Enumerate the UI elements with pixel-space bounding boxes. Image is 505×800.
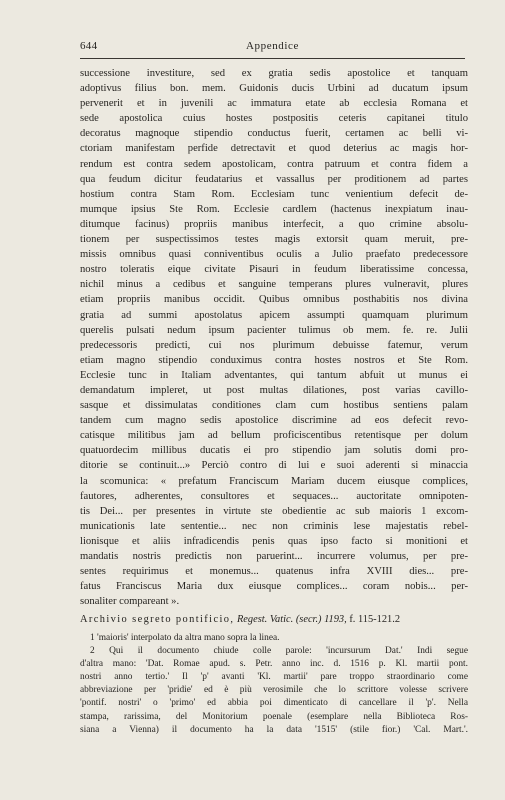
text-line: adoptivus filius bon. mem. Guidonis ducis Urbini ad ducatum ipsum — [80, 83, 468, 95]
register-ref: Regest. Vatic. — [236, 614, 294, 626]
footnote-line: nostri anno tertio.' Il 'p' avanti 'Kl. martii' pare troppo straordinario come — [80, 672, 468, 683]
text-line: tandem cum magno sedis apostolice discrimine ad eos defecit revo- — [80, 415, 468, 427]
text-line: missis omnibus quasi conniventibus oculis a Julio praefato predecessore — [80, 249, 468, 261]
text-line: querelis pulsati nedum ipsum pacienter tulimus ob mem. fe. re. Julii — [80, 324, 468, 336]
footnote-line: 1 'maioris' interpolato da altra mano sopra la linea. — [90, 633, 280, 643]
footnote-line: siana a Vienna) il documento ha la data '1515' (stile fior.) 'Cal. Mart.'. — [80, 724, 468, 735]
text-line: demandatum impleret, ut post multas dilationes, post varias cavillo- — [80, 384, 468, 396]
running-header — [80, 40, 465, 58]
text-line: tis Dei... per presentes in virtute ste obedientie ac sub maioris 1 excom- — [80, 505, 468, 517]
text-line: sasque et dissimulatas conditiones clam cum hostibus sentiens palam — [80, 400, 468, 412]
header-rule — [80, 58, 465, 59]
footnote-line: d'altra mano: 'Dat. Romae apud. s. Petr. anno inc. d. 1516 p. Kl. martii pont. — [80, 659, 468, 670]
footnote-line: stampa, rarissima, del Monitorium poenale (esemplare nella Biblioteca Ros- — [80, 711, 468, 722]
text-line: etiam magno stipendio conduximus contra hostes nostros et Ste Rom. — [80, 354, 468, 366]
text-line: rendum est contra sedem apostolicam, contra patruum et contra fidem a — [80, 158, 468, 170]
text-line: ditorie se continuit...» Perciò contro di lui e suoi aderenti si minaccia — [80, 460, 468, 472]
footnote-line: 2 Qui il documento chiude colle parole: 'incursurum Dat.' Indi segue — [90, 646, 468, 657]
archive-name: Archivio segreto pontificio, — [80, 614, 235, 626]
text-line: catisque militibus jam ad bellum proficiscentibus retentisque per dolum — [80, 430, 468, 442]
text-line: nostro toleratis eique civitate Pisauri in feudum liberatissime concessa, — [80, 264, 468, 276]
text-line: hostium contra Stam Rom. Ecclesiam tunc venientium defecit de- — [80, 188, 468, 200]
text-line: pervenerit et in juvenili ac immatura etate ab ecclesia Romana et — [80, 98, 468, 110]
text-line: municationis late sententie... nec non criminis lese majestatis rebel- — [80, 520, 468, 532]
footnote-line: abbreviazione per 'pridie' ed è più verosimile che lo scrittore volesse scrivere — [80, 685, 468, 696]
text-line: gratia ad summi apostolatus apicem assumpti quamquam plurimum — [80, 309, 468, 321]
text-line: sede apostolica cuius hostes postpositis ceteris capitanei titulo — [80, 113, 468, 125]
text-line: Ecclesie tunc in Italiam adventantes, qui tantum abfuit ut munus ei — [80, 369, 468, 381]
text-line: sonaliter compareant ». — [80, 596, 180, 608]
text-line: fatus Franciscus Maria dux eiusque complices... coram nobis... per- — [80, 581, 468, 593]
register-section: (secr.) 1193, — [295, 614, 347, 626]
text-line: ditumque facinus) propriis manibus interfecit, a quo crimine absolu- — [80, 218, 468, 230]
text-line: qua feudum dicitur feudatarius et vassallus per proditionem ad partes — [80, 173, 468, 185]
footnotes — [80, 632, 468, 737]
text-line: successione investiture, sed ex gratia sedis apostolice et tanquam — [80, 68, 468, 79]
page-number: 644 — [80, 40, 98, 52]
main-text — [80, 66, 468, 627]
text-line: decoratus magnoque stipendio conductus fuerit, certamen ac belli vi- — [80, 128, 468, 140]
running-title: Appendice — [245, 40, 300, 52]
text-line: etiam propriis manibus occidit. Quibus omnibus posthabitis nos divina — [80, 294, 468, 306]
text-line: nichil minus a cedibus et sanguine temperans plures vulneravit, plures — [80, 279, 468, 291]
folio-ref: f. 115-121.2 — [349, 614, 401, 626]
text-line: mumque ipsius Ste Rom. Ecclesie cardlem (hactenus inexpiatum inau- — [80, 203, 468, 215]
text-line: ctoriam manifestam perfide detrectavit et quod deterius ac magis hor- — [80, 143, 468, 155]
footnote-line: 'pontif. nostri' o 'primo' ed abbia poi dimenticato di cancellare il 'p'. Nella — [80, 698, 468, 709]
archival-source — [80, 612, 468, 627]
text-line: fautores, adherentes, consultores et sequaces... auctoritate omnipoten- — [80, 490, 468, 502]
text-line: tionem per suspectissimos testes magis extorsit quam meruit, pre- — [80, 234, 468, 246]
text-line: sentes requirimus et monemus... quatenus infra XVIII dies... pre- — [80, 566, 468, 578]
text-line: la scomunica: « prefatum Franciscum Mariam ducem eiusque complices, — [80, 475, 468, 487]
text-line: mandatis nostris predictis non paruerint... incurrere volumus, per pre- — [80, 551, 468, 562]
text-line: predecessoris predicti, cui nos plurimum debuisse fatemur, verum — [80, 339, 468, 351]
text-line: lionisque et aliis infradicendis penis quas ipso facto si monitioni et — [80, 535, 468, 547]
text-line: quatuordecim millibus ducatis ei pro stipendio jam solutis domi pro- — [80, 445, 468, 457]
